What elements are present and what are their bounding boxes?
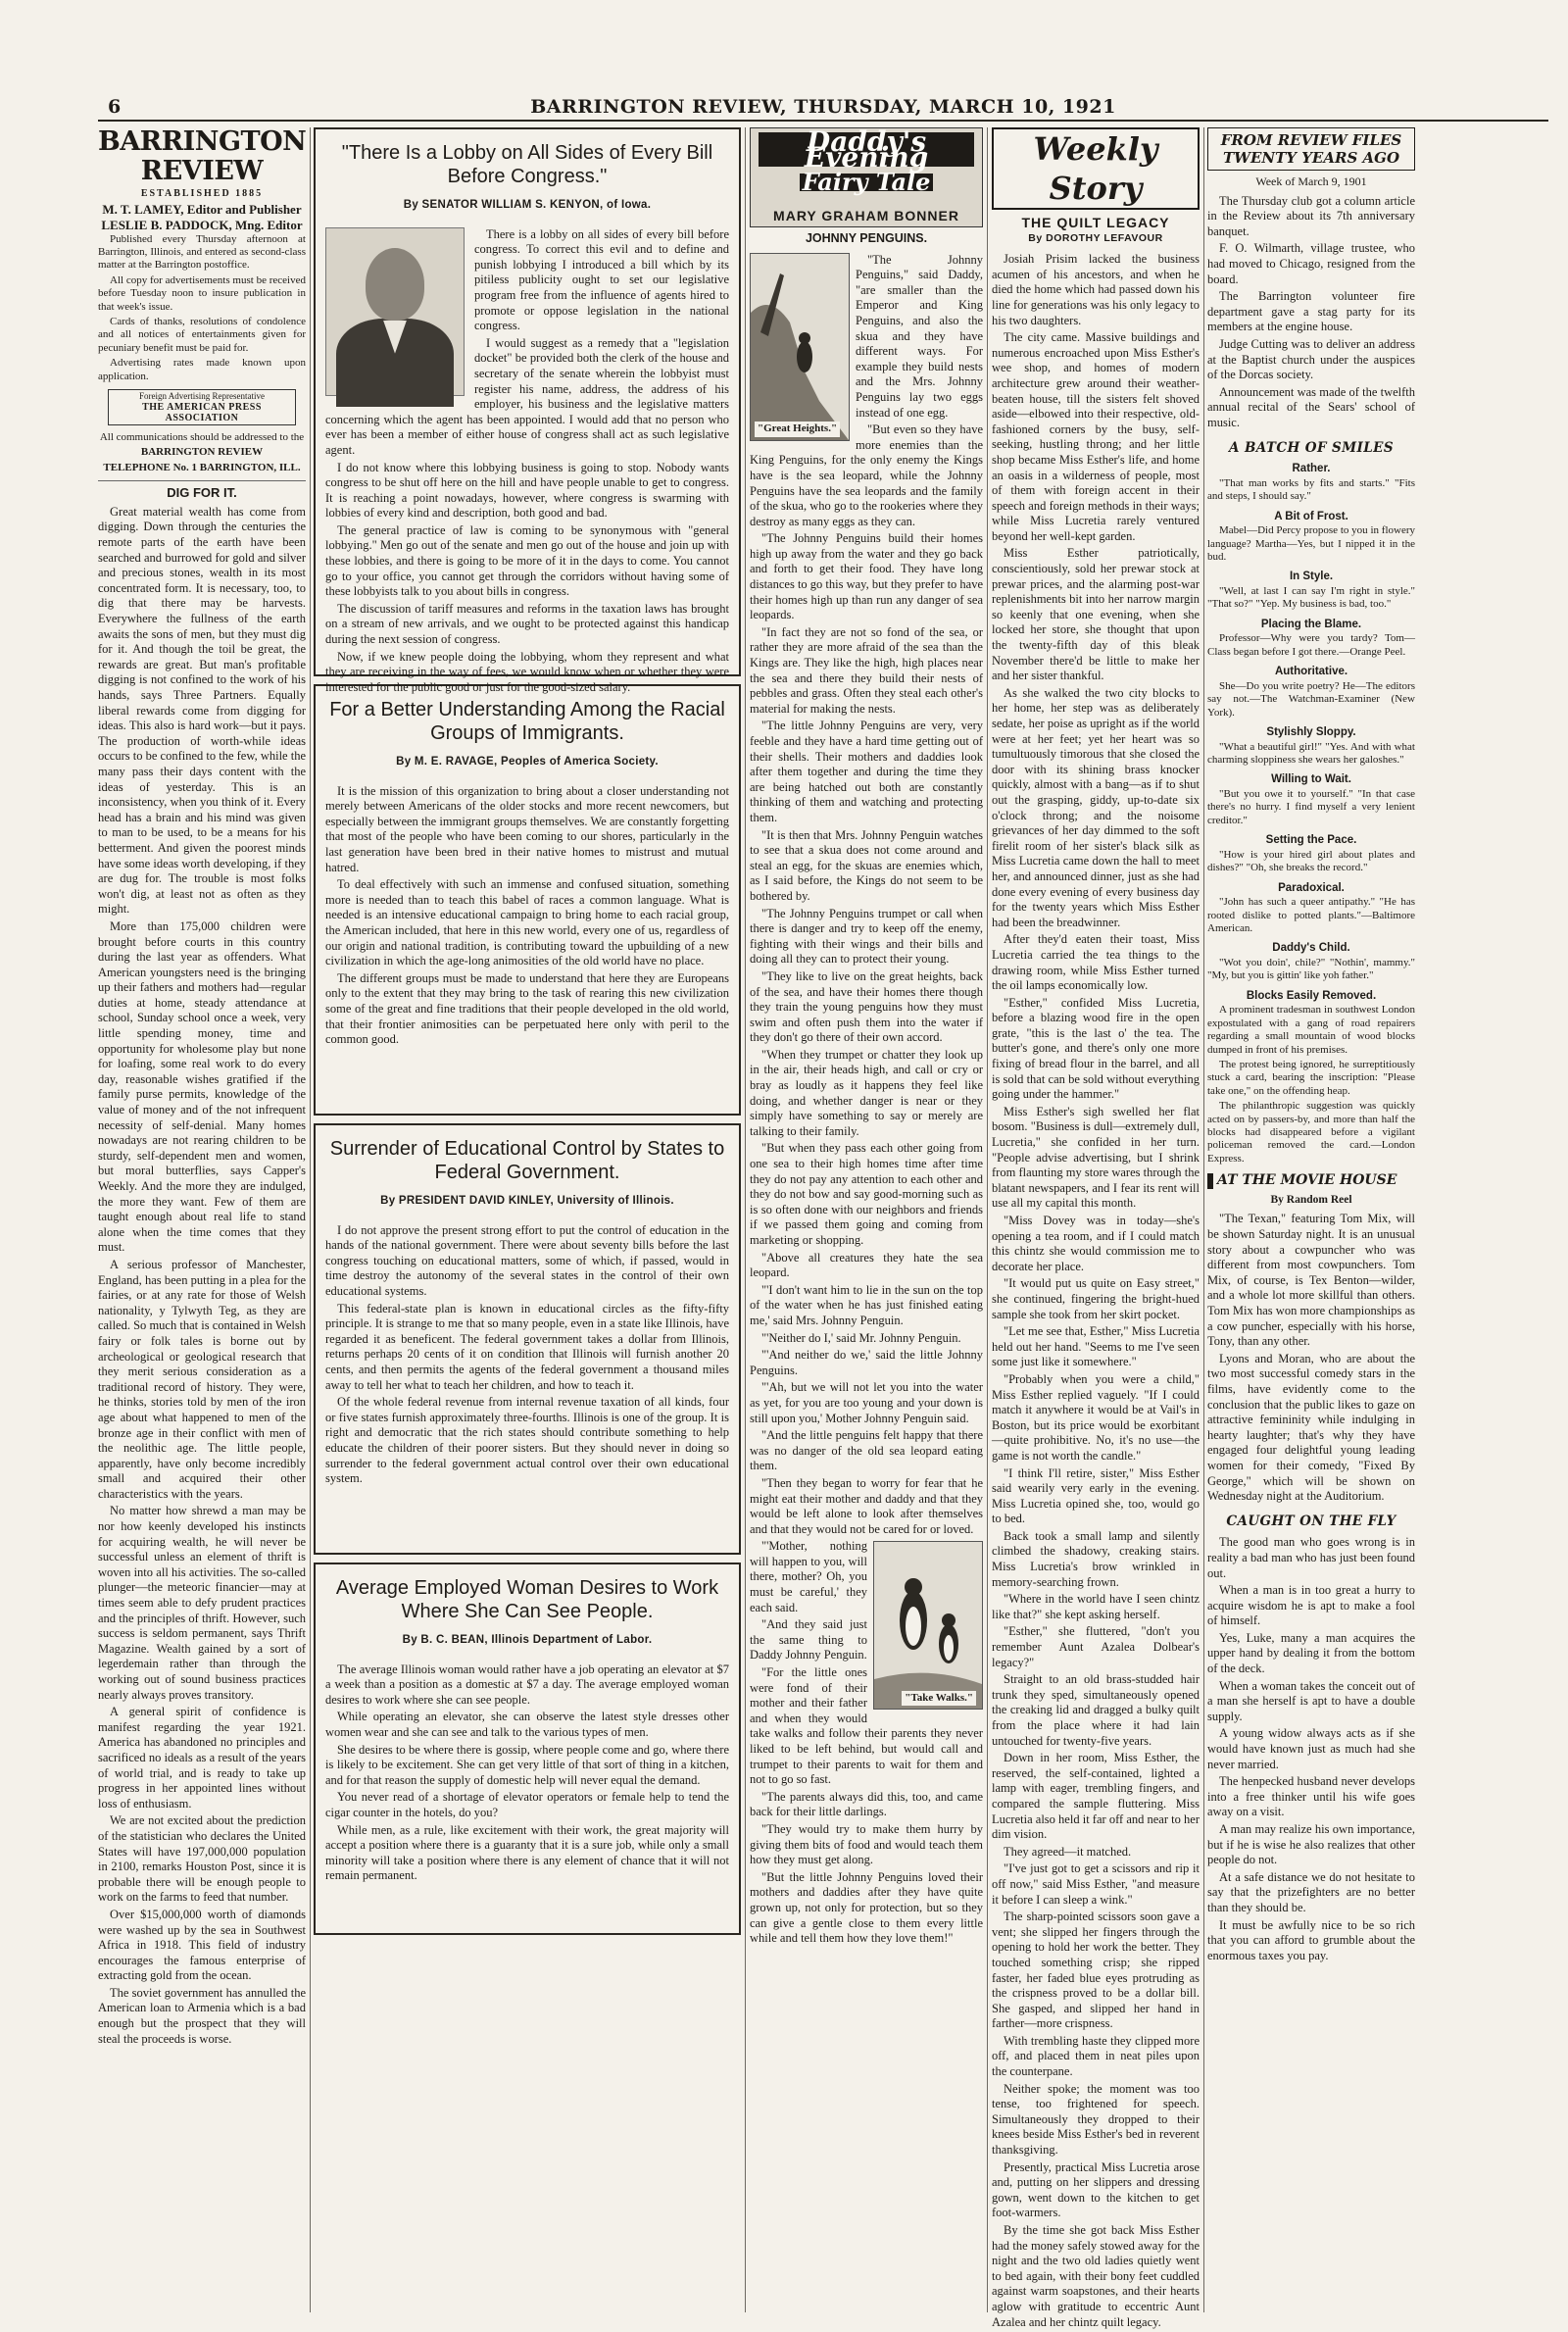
joke-text: Professor—Why were you tardy? Tom—Class began before I got there.—Orange Peel. [1207, 632, 1415, 658]
story-paragraph: "'I don't want him to lie in the sun on the top of the water when he has just finished eating me,' said Mrs. Johnny Penguin. [750, 1282, 983, 1327]
racial-groups-article [314, 684, 741, 1116]
files-item: F. O. Wilmarth, village trustee, who had moved to Chicago, resigned from the board. [1207, 241, 1415, 286]
article-paragraph: While men, as a rule, like excitement with their work, the great majority will accept a position where there is a guaranty that it is a sure job, while only a small minority will take a position where there is any element of chance that it will not remain permanent. [325, 1822, 729, 1883]
story-paragraph: They agreed—it matched. [1004, 1844, 1132, 1859]
copy-deadline-note: All copy for advertisements must be received before Tuesday noon to insure publication in that week's issue. [98, 273, 306, 313]
fly-item: A man may realize his own importance, but if he is wise he also realizes that other people do not. [1207, 1822, 1415, 1867]
movie-paragraph: "The Texan," featuring Tom Mix, will be shown Saturday night. It is an unusual story about a cowpuncher who was different from most cowpunchers. Tom Mix, of course, is Tex Benton—wilder, and a whole lot more skillful than others. Tom Mix has won more championships as a cow puncher, especially with his horse, Tony, than any other. [1207, 1212, 1415, 1349]
story-paragraph: "But even so they have more enemies than the King Penguins, for the only enemy the Kings have is the sea leopard, while the Johnny Penguins have the sea leopards and the family of the skua, who go to the rookeries where they destroy as many eggs as they can. [750, 422, 983, 528]
column-weekly-story [992, 127, 1200, 2329]
editorial-paragraph: Over $15,000,000 worth of diamonds were washed up by the sea in Southwest Africa in 1918. This field of industry encourages the famous enterprise of extracting gold from the ocean. [98, 1907, 306, 1983]
review-files-line1: FROM REVIEW FILES [1220, 131, 1402, 149]
article-paragraph: The average Illinois woman would rather have a job operating an elevator at $7 a week than a position as a domestic at $7 a day. The average employed woman desires to work where she can see people. [325, 1662, 729, 1707]
telephone-line: TELEPHONE No. 1 BARRINGTON, ILL. [103, 461, 301, 473]
joke-text: "But you owe it to yourself." "In that case there's no hurry. I find myself a very lenient creditor." [1207, 787, 1415, 826]
review-files-banner [1207, 127, 1415, 171]
column-miscellany [1207, 127, 1415, 2312]
weekly-story-banner: Weekly Story [992, 127, 1200, 210]
story-paragraph: "They would try to make them hurry by giving them bits of food and would teach them how they must get along. [750, 1821, 983, 1867]
article-byline: By SENATOR WILLIAM S. KENYON, of Iowa. [403, 199, 652, 211]
files-item: Announcement was made of the twelfth annual recital of the Sears' school of music. [1207, 384, 1415, 429]
education-article [314, 1123, 741, 1555]
editorial-headline: DIG FOR IT. [98, 480, 306, 501]
joke-text: The protest being ignored, he surreptitiously stuck a card, bearing the inscription: "Please take one," on the offending heap. [1207, 1059, 1415, 1097]
story-paragraph: The sharp-pointed scissors soon gave a vent; she slipped her fingers through the opening to hold her work the better. They touched something crisp; she ripped faster, her faded blue eyes protruding as the crispness proved to be a dollar bill. She gasped, and slipped her hand in farther—more crispness. [992, 1910, 1200, 2031]
fly-item: When a woman takes the conceit out of a man she herself is apt to have a double supply. [1207, 1678, 1415, 1723]
story-paragraph: "'Mother, nothing will happen to you, will there, mother? Oh, you must be careful,' they each said. [750, 1539, 867, 1614]
story-paragraph: "And the little penguins felt happy that there was no danger of the old sea leopard eating them. [750, 1428, 983, 1473]
smiles-heading: A BATCH OF SMILES [1229, 439, 1394, 456]
review-files-line2: TWENTY YEARS AGO [1222, 149, 1400, 167]
story-paragraph: Down in her room, Miss Esther, the reserved, the self-contained, lighted a lamp with eager, trembling fingers, and compared the sample fluttering. Miss Lucretia also held it far off and near to her dim vision. [992, 1751, 1200, 1842]
joke-heading: A Bit of Frost. [1274, 510, 1348, 522]
story-paragraph: Miss Esther's sigh swelled her flat bosom. "Business is dull—extremely dull, Lucretia," she confided in her turn. "People advise advertising, but I shrink from flaunting my store wares through the blatant newspapers, and I fear its rent will use all my capital this month. [992, 1104, 1200, 1211]
column-rule [1203, 127, 1204, 2312]
article-paragraph: This federal-state plan is known in educational circles as the fifty-fifty principle. It is strange to me that so many people, even in a state like Illinois, have regarded it as beneficent. The federal government takes a dollar from Illinois, returns perhaps 20 cents of it on condition that Illinois will furnish another 20 cents, and then permits the agents of the federal government a thousand miles away to tell her what to teach her children, and how to teach it. [325, 1301, 729, 1392]
communications-note: All communications should be addressed to the [99, 431, 305, 444]
story-paragraph: "They like to live on the great heights, back of the sea, and have their homes there though they train the young penguins how they must swim and often push them into the water if they don't go there of their own accord. [750, 968, 983, 1045]
story-paragraph: "I've just got to get a scissors and rip it off now," said Miss Esther, "and measure it before I can sleep a wink." [992, 1861, 1200, 1907]
story-paragraph: "It would put us quite on Easy street," she continued, fingering the bright-hued sample she took from her skirt pocket. [992, 1276, 1200, 1321]
story-paragraph: With trembling haste they clipped more off, and placed them in neat piles upon the counterpane. [992, 2033, 1200, 2079]
article-paragraph: To deal effectively with such an immense and confused situation, something more is needed than to teach this babel of races a common language. What is needed is an intensive educational campaign to bring home to each racial group, the American included, that here in this new world, every one of us, regardless of our origin and national tradition, is contributing toward the upbuilding of a new civilization in which the age-long animosities of the old world have no place. [325, 877, 729, 968]
story-paragraph: "The Johnny Penguins trumpet or call when there is danger and try to keep off the enemy, fighting with their wings and their bills and doing all they can to protect their young. [750, 906, 983, 967]
story-paragraph: "Above all creatures they hate the sea leopard. [750, 1250, 983, 1280]
movie-house-heading: AT THE MOVIE HOUSE [1207, 1173, 1415, 1189]
cliff-penguin-drawing [751, 254, 849, 440]
fly-item: A young widow always acts as if she would have known just as much had she never married. [1207, 1726, 1415, 1771]
advertising-rates-note: Advertising rates made known upon application. [98, 357, 306, 382]
story-paragraph: "It is then that Mrs. Johnny Penguin watches to see that a skua does not come around and steal an egg, for the skuas are enemies which, as I said before, the Kings do not seem to be bothered by. [750, 827, 983, 903]
story-paragraph: "Miss Dovey was in today—she's opening a tea room, and if I could match this chintz she would commission me to decorate her place. [992, 1214, 1200, 1273]
joke-heading: Daddy's Child. [1272, 942, 1350, 955]
story-paragraph: Presently, practical Miss Lucretia arose and, putting on her slippers and dressing gown, went down to the kitchen to get foot-warmers. [992, 2159, 1200, 2220]
article-paragraph: Now, if we knew people doing the lobbying, whom they represent and what they are receiving in the way of fees, we would know when or whether they were interested for the public good or just for the good-sized salary. [325, 649, 729, 694]
joke-text: "What a beautiful girl!" "Yes. And with what charming sloppiness she wears her galoshes." [1207, 740, 1415, 766]
penguins-walking-drawing [874, 1542, 982, 1709]
article-paragraph: It is the mission of this organization to bring about a closer understanding not merely between Americans of the older stocks and more recent newcomers, but especially between the immigrant groups themselves. We are constantly forgetting that most of the people who have been coming to our shores, particularly in the last generation have been bred in their native homes to mistrust and mutual hatred. [325, 783, 729, 874]
joke-text: "John has such a queer antipathy." "He has rooted dislike to potted plants."—Baltimore American. [1207, 896, 1415, 934]
joke-heading: Rather. [1292, 463, 1331, 475]
established-line: ESTABLISHED 1885 [140, 188, 264, 199]
story-title: JOHNNY PENGUINS. [805, 231, 928, 245]
story-paragraph: "But when they pass each other going from one sea to their high homes time after time they do not pay any attention to each other and they do not bow and say good-morning such as is so often done with our neighbors and friends if we passed them going and coming from marketing or shopping. [750, 1141, 983, 1247]
article-paragraph: The general practice of law is coming to be synonymous with "general lobbying." Men go out of the senate and men go out of the house and join up with these lobbies, and there is going to be more of it in the days to come. You cannot go to your office, you cannot get through the corridors without having some of these lobbyists talk to you about bills in congress. [325, 522, 729, 599]
story-paragraph: "'Ah, but we will not let you into the water as yet, for you are too young and your down is still upon you,' Mother Johnny Penguin said. [750, 1380, 983, 1425]
article-paragraph: Of the whole federal revenue from internal revenue taxation of all kinds, four or five states furnish approximately three-fourths. Illinois is one of the group. It is right and democratic that the rich states should contribute something to help educate the children of their poorer sisters. But they should never in doing so surrender to the federal government actual control over their own educational system. [325, 1395, 729, 1486]
story-paragraph: "The little Johnny Penguins are very, very feeble and they have a hard time getting out of their shells. Their mothers and daddies look after them together and during the time they are being hatched out both are constantly thinking of them and watching and protecting them. [750, 719, 983, 824]
movie-paragraph: Lyons and Moran, who are about the two most successful comedy stars in the films, have evidently come to the conclusion that the public likes to gaze on attractive femininity while indulging in hearty laughter; that's why they have engaged four delightful young leading women for their comedy, "Fixed By George," which will be shown on Wednesday night at the Auditorium. [1207, 1351, 1415, 1504]
paper-nameplate: BARRINGTON REVIEW [98, 126, 307, 186]
article-paragraph: I would suggest as a remedy that a "legislation docket" be provided both the clerk of the house and secretary of the senate wherein the lobbyist must register his name, address, the address of his employer, his business and the legislative matters concerning which the agent has been appointed. I would add that no person who ever has been a member of either house of congress shall act as such legislative agent. [325, 335, 729, 457]
joke-heading: Setting the Pace. [1265, 834, 1357, 847]
fairy-tale-banner [750, 127, 983, 227]
joke-heading: In Style. [1289, 571, 1334, 583]
fly-item: The henpecked husband never develops into a free thinker until his wife goes away on a visit. [1207, 1774, 1415, 1819]
editor-line: M. T. LAMEY, Editor and Publisher [102, 201, 302, 217]
article-byline: By B. C. BEAN, Illinois Department of Labor. [402, 1634, 653, 1646]
joke-text: "Well, at last I can say I'm right in style." "That so?" "Yep. My business is bad, too." [1207, 584, 1415, 611]
story-paragraph: "'And neither do we,' said the little Johnny Penguins. [750, 1348, 983, 1377]
communications-addressee: BARRINGTON REVIEW [140, 446, 264, 459]
story-paragraph: Josiah Prisim lacked the business acumen of his ancestors, and when he died the home which had passed down his line for generations was his only legacy to his two daughters. [992, 252, 1200, 327]
files-item: The Barrington volunteer fire department gave a stag party for its members at the engine house. [1207, 289, 1415, 334]
page-number: 6 [108, 96, 122, 118]
article-paragraph: I do not know where this lobbying business is going to stop. Nobody wants congress to be shut off here on the hill and have people unable to get to congress. It is reaching a point nowadays, however, where congress is swarming with lobbies of every kind and description, both good and bad. [325, 460, 729, 521]
article-paragraph: You never read of a shortage of elevator operators or female help to tend the cigar counter in the hotels, do you? [325, 1790, 729, 1819]
joke-heading: Stylishly Sloppy. [1266, 725, 1356, 738]
story-paragraph: Straight to an old brass-studded hair trunk they sped, simultaneously opened the creaking lid and dragged a bulky quilt from the place where it had lain untouched for twenty-five years. [992, 1672, 1200, 1748]
column-rule [745, 127, 746, 2312]
story-paragraph: "The Johnny Penguins build their homes high up away from the water and they go back and forth to get their food. They have long distances to go this way, but they prefer to have their homes high up than run any danger of sea leopards. [750, 531, 984, 622]
fly-item: It must be awfully nice to be so rich that you can afford to grumble about the enormous taxes you pay. [1207, 1917, 1415, 1962]
story-paragraph: "Esther," confided Miss Lucretia, before a blazing wood fire in the open grate, "this is the last o' the tea. The butter's gone, and there's only one more fixing of bread flour in the barrel, and all is sold that can be sold without everything going under the hammer." [992, 995, 1200, 1102]
story-paragraph: Miss Esther patriotically, conscientiously, sold her prewar stock at prewar prices, and the alarming post-war replenishments bit into her narrow margin so keenly that one evening, when she locked her store, she thought that upon the twenty-fifth day of this bleak November there'd be little to make her and her sister thankful. [992, 546, 1200, 683]
ad-rep-name: THE AMERICAN PRESS ASSOCIATION [142, 402, 262, 424]
joke-heading: Paradoxical. [1278, 881, 1345, 894]
article-headline: Average Employed Woman Desires to Work Where She Can See People. [335, 1577, 719, 1622]
article-headline: Surrender of Educational Control by States to Federal Government. [329, 1138, 725, 1183]
caught-on-fly-heading: CAUGHT ON THE FLY [1226, 1513, 1396, 1529]
joke-heading: Willing to Wait. [1271, 773, 1351, 786]
editorial-paragraph: More than 175,000 children were brought before courts in this country during the last year as offenders. What American youngsters need is the bringing up their fathers and mothers had—regular duties at home, steady attendance at school, Sunday school once a week, very little spending money, time and opportunity for wholesome play but none for loafing, some real work to do every day, reasonable wishes gratified if the family purse permits, knowledge of the value of money and of the not infrequent necessity of self-denial. Many homes nowadays are not rearing children to be sturdy, self-dependent men and women, but moral butterflies, says Capper's Weekly. And the more they are indulged, the more they want. Few of them are taught enough about real life to stand alone when the time comes that they must. [98, 918, 306, 1255]
story-paragraph: "Where in the world have I seen chintz like that?" she kept asking herself. [992, 1592, 1200, 1621]
fly-item: At a safe distance we do not hesitate to say that the prizefighters are no better than they should be. [1207, 1869, 1415, 1914]
story-paragraph: "The parents always did this, too, and came back for their little darlings. [750, 1789, 983, 1819]
story-paragraph: The city came. Massive buildings and numerous encroached upon Miss Esther's wee shop, and homes of modern architecture grew around their weather-beaten house, till the sisters felt shoved aside—elbowed into their respective, old-fashioned corners by the busy, self-seeking, hustling throng; and her little shop became Miss Esther's life, and home an oasis in a wilderness of people, most of them with foreign accent in their speech and foreign methods in their ways; while Miss Lucretia rarely ventured beyond her well-kept garden. [992, 330, 1200, 543]
story-paragraph: "Then they began to worry for fear that he might eat their mother and daddy and that they would be left alone to look after themselves and that they would not be cared for or loved. [750, 1475, 983, 1536]
article-paragraph: The different groups must be made to understand that here they are Europeans only to the extent that they may bring to the task of rearing this new civilization some of the great and fine traditions that their people developed in the old world, that their frontier animosities can be perpetuated here only with peril to the common good. [325, 970, 729, 1047]
joke-text: "How is your hired girl about plates and dishes?" "Oh, she breaks the record." [1207, 848, 1415, 874]
ad-representative-box [108, 389, 296, 425]
week-of-line: Week of March 9, 1901 [1255, 174, 1367, 188]
fly-item: Yes, Luke, many a man acquires the upper hand by dealing it from the bottom of the deck. [1207, 1630, 1415, 1676]
story-paragraph: Back took a small lamp and silently climbed the shadowy, creaking stairs. Miss Lucretia's brow wrinkled in memory-searching frown. [992, 1528, 1200, 1589]
story-paragraph: "But the little Johnny Penguins loved their mothers and daddies after they have quite grown up, not only for protection, but so they can give a gentle close to them every little while and tell them how they love them!" [750, 1869, 983, 1946]
editorial-paragraph: We are not excited about the prediction of the statistician who declares the United States will have 197,000,000 population in 2100, remarks Houston Post, since it is probable there will be enough people to work on the farms to feed that number. [98, 1813, 306, 1905]
joke-heading: Blocks Easily Removed. [1246, 989, 1377, 1002]
column-rule [987, 127, 988, 2312]
fairy-tale-title-line2: Fairy Tale [800, 174, 933, 191]
editorial-paragraph: The soviet government has annulled the American loan to Armenia which is a bad enough but the prospect that they will steal the proceeds is worse. [98, 1985, 306, 2046]
fairy-tale-author: MARY GRAHAM BONNER [773, 208, 959, 224]
story-paragraph: "In fact they are not so fond of the sea, or rather they are more afraid of the sea than the Kings are. They like the high, high places near the sea and there they build their nests of pebbles and grass. Often they steal each other's material for making the nests. [750, 624, 983, 716]
column-fairy-tale [750, 127, 983, 2312]
story-paragraph: As she walked the two city blocks to her home, her step was as deliberately sedate, her poise as upright as if the world were at her feet; yet her heart was so tumultuously timorous that she closed the door with its shining brass knocker quickly, almost with a bang—as if to shut out the grasping, giddy, up-to-date six o'clock throng; and the noisome grievances of her day dimmed to the soft firelit room of her sister's black silk as Miss Lucretia came down the hall to meet her, and announced dinner, just as she had done every evening of every business day for the twenty years which Miss Esther had been the breadwinner. [992, 685, 1200, 929]
story-title: THE QUILT LEGACY [1021, 215, 1170, 230]
story-paragraph: "Probably when you were a child," Miss Esther replied vaguely. "If I could match it anywhere it would be at Vail's in Boston, but its price would be exorbitant—quite prohibitive. No, it's no use—the game is not worth the candle." [992, 1371, 1200, 1463]
story-paragraph: "For the little ones were fond of their mother and their father and when they would take walks and follow their parents they never liked to be left behind, but would call and trumpet to their parents to wait for them and not to go so fast. [750, 1665, 983, 1787]
story-paragraph: "'Neither do I,' said Mr. Johnny Penguin. [761, 1330, 961, 1345]
joke-text: A prominent tradesman in southwest London expostulated with a gang of road repairers regarding a small mountain of wood blocks dumped in front of his premises. [1207, 1004, 1415, 1056]
take-walks-illustration [873, 1541, 983, 1710]
article-headline: "There Is a Lobby on All Sides of Every Bill Before Congress." [341, 142, 713, 187]
story-paragraph: Neither spoke; the moment was too tense, too frightened for speech. Simultaneously they dropped to their knees beside Miss Esther's bed in reverent thanksgiving. [992, 2081, 1200, 2158]
column-rule [310, 127, 311, 2312]
publication-note: Published every Thursday afternoon at Barrington, Illinois, and entered as second-class matter at the Barrington postoffice. [98, 232, 306, 272]
editorial-paragraph: A serious professor of Manchester, England, has been putting in a plea for the fairies, or at any rate for those of Welsh nationality, y Tylwyth Teg, as they are called. So much that is contained in Welsh fairy or folk tales is borne out by archeological or geological research that they merit serious consideration as a traditional record of history. They were, he thinks, stories told by men of the iron age about what happened to men of the bronze age in their conflict with men of the neolithic age. The little people, apparently, have only become incredibly small and acquired their other characteristics with the years. [98, 1257, 306, 1501]
story-paragraph: After they'd eaten their toast, Miss Lucretia carried the tea things to the drawing room, while Miss Esther turned the oil lamps economically low. [992, 932, 1200, 993]
paid-notices-note: Cards of thanks, resolutions of condolence and all notices of entertainments given for pecuniary benefit must be paid for. [98, 316, 306, 354]
story-paragraph: "And they said just the same thing to Daddy Johnny Penguin. [750, 1617, 867, 1662]
page-masthead [98, 94, 1548, 122]
joke-text: Mabel—Did Percy propose to you in flowery language? Martha—Yes, but I nipped it in the bud. [1207, 524, 1415, 563]
movie-byline: By Random Reel [1270, 1193, 1352, 1206]
article-paragraph: While operating an elevator, she can observe the latest style dresses other women wear and she can see and talk to the various types of men. [325, 1710, 729, 1739]
great-heights-illustration [750, 253, 850, 441]
page-title: BARRINGTON REVIEW, THURSDAY, MARCH 10, 1921 [530, 96, 1116, 118]
story-paragraph: "The Johnny Penguins," said Daddy, "are smaller than the Emperor and King Penguins, and also the skua and they have different ways. For example they build nests and the Mrs. Johnny Penguins lay two eggs instead of one egg. [856, 252, 983, 420]
story-paragraph: "When they trumpet or chatter they look up in the air, their heads high, and call or cry or bray as loudly as it happens they feel like doing, and whether danger is near or they simply have something to say or merely are talking to their family. [750, 1047, 983, 1138]
column-opinions [314, 127, 741, 2312]
article-byline: By PRESIDENT DAVID KINLEY, University of Illinois. [380, 1195, 674, 1207]
managing-editor-line: LESLIE B. PADDOCK, Mng. Editor [101, 217, 303, 232]
joke-text: She—Do you write poetry? He—The editors say not.—The Watchman-Examiner (New York). [1207, 679, 1415, 719]
story-paragraph: "Esther," she fluttered, "don't you remember Aunt Azalea Dolbear's legacy?" [992, 1624, 1200, 1669]
lobby-article [314, 127, 741, 694]
story-paragraph: "Let me see that, Esther," Miss Lucretia held out her hand. "Seems to me I've seen some just like it somewhere." [992, 1324, 1200, 1369]
column-editorial [98, 127, 306, 2312]
ad-rep-label: Foreign Advertising Representative [139, 391, 265, 402]
fly-item: When a man is in too great a hurry to acquire wisdom he is apt to make a fool of himself. [1207, 1583, 1415, 1628]
joke-heading: Authoritative. [1274, 666, 1348, 678]
article-paragraph: The discussion of tariff measures and reforms in the taxation laws has brought on a stream of new arrivals, and we ought to be protected against this handicap during the next session of congress. [325, 601, 729, 647]
story-byline: By DOROTHY LEFAVOUR [1028, 231, 1163, 244]
story-paragraph: "I think I'll retire, sister," Miss Esther said wearily very early in the evening. Miss Lucretia opined she, too, would go to bed. [992, 1465, 1200, 1526]
joke-text: "That man works by fits and starts." "Fits and steps, I should say." [1207, 476, 1415, 503]
article-paragraph: There is a lobby on all sides of every bill before congress. To correct this evil and to define and punish lobbying I introduced a bill which by its pitiless publicity ought to set our legislative program free from the influence of agents hired to promote or oppose legislation in the national congress. [474, 226, 729, 333]
fly-item: The good man who goes wrong is in reality a bad man who has just been found out. [1207, 1535, 1415, 1580]
illustration-caption: "Take Walks." [902, 1691, 976, 1707]
files-item: Judge Cutting was to deliver an address at the Baptist church under the auspices of the Dorcas society. [1207, 336, 1415, 382]
story-paragraph: By the time she got back Miss Esther had the money safely stowed away for the night and the two old ladies quietly went to bed again, with their bony feet cuddled against warm soapstones, and their hearts aglow with gratitude to eccentric Aunt Azalea and her chintz quilt legacy. [992, 2223, 1200, 2329]
article-paragraph: I do not approve the present strong effort to put the control of education in the hands of the national government. There were about seventy bills before the last congress touching on educational matters, some of which, if passed, would in time destroy the autonomy of the several states in the control of their own educational systems. [325, 1222, 729, 1298]
employed-woman-article [314, 1563, 741, 1935]
files-item: The Thursday club got a column article in the Review about its 7th anniversary banquet. [1207, 193, 1415, 238]
editorial-paragraph: No matter how shrewd a man may be nor how keenly developed his instincts for acquiring wealth, he will never be successful unless an element of thrift is woven into all his activities. The so-called plunger—the meteoric financier—may at times seem able to defy prudent practices and the principles of thrift. However, such success is seldom permanent, says Thrift Magazine. Wealth gained by a sort of legerdemain rather than through the working out of sound business practices nearly always proves transitory. [98, 1504, 306, 1702]
fairy-tale-title-line1: Daddy's Evening [759, 132, 974, 167]
senator-portrait [325, 227, 465, 396]
article-paragraph: She desires to be where there is gossip, where people come and go, where there is likely to be excitement. She can get very little of that sort of thing in a kitchen, and for that reason the supply of domestic help will never equal the demand. [325, 1742, 729, 1787]
article-headline: For a Better Understanding Among the Racial Groups of Immigrants. [329, 699, 725, 744]
joke-heading: Placing the Blame. [1260, 618, 1362, 630]
illustration-caption: "Great Heights." [755, 422, 840, 437]
article-byline: By M. E. RAVAGE, Peoples of America Society. [396, 756, 659, 768]
joke-text: "Wot you doin', chile?" "Nothin', mammy." "My, but you is gittin' like yoh father." [1207, 956, 1415, 982]
editorial-paragraph: Great material wealth has come from digging. Down through the centuries the remote parts of the earth have been searched and burrowed for gold and silver and precious stones, wealth in its most concentrated form. It is necessary, too, to dig that there may be harvests. Everywhere the fullness of the earth awaits the sons of men, but they must dig for it. And though the toil be great, the rewards are great. But man's profitable digging is not confined to the work of his hands, says Three Partners. Equally liberal rewards come from digging for ideas. This also is hard work—but it pays. The production of worth-while ideas occurs to be confined to the few, while the many pass their days content with the ideas of yesterday. This is an inconsistency, when you think of it. Every head has a brain and his mind was given to man to be used, to be a means for his betterment. And given the poorest minds have some ideas worth developing, if they are dug for. The trouble is most folks won't dig, at least not as often as they might. [98, 504, 306, 917]
joke-text: The philanthropic suggestion was quickly acted on by passers-by, and more than half the blocks had disappeared before a vigilant policeman removed the card.—London Express. [1207, 1100, 1415, 1165]
editorial-paragraph: A general spirit of confidence is manifest regarding the year 1921. America has abandoned no principles and sacrificed no ideals as a result of the years of world trial, and is ready to take up progress in her appointed lines without loss of enthusiasm. [98, 1705, 306, 1811]
